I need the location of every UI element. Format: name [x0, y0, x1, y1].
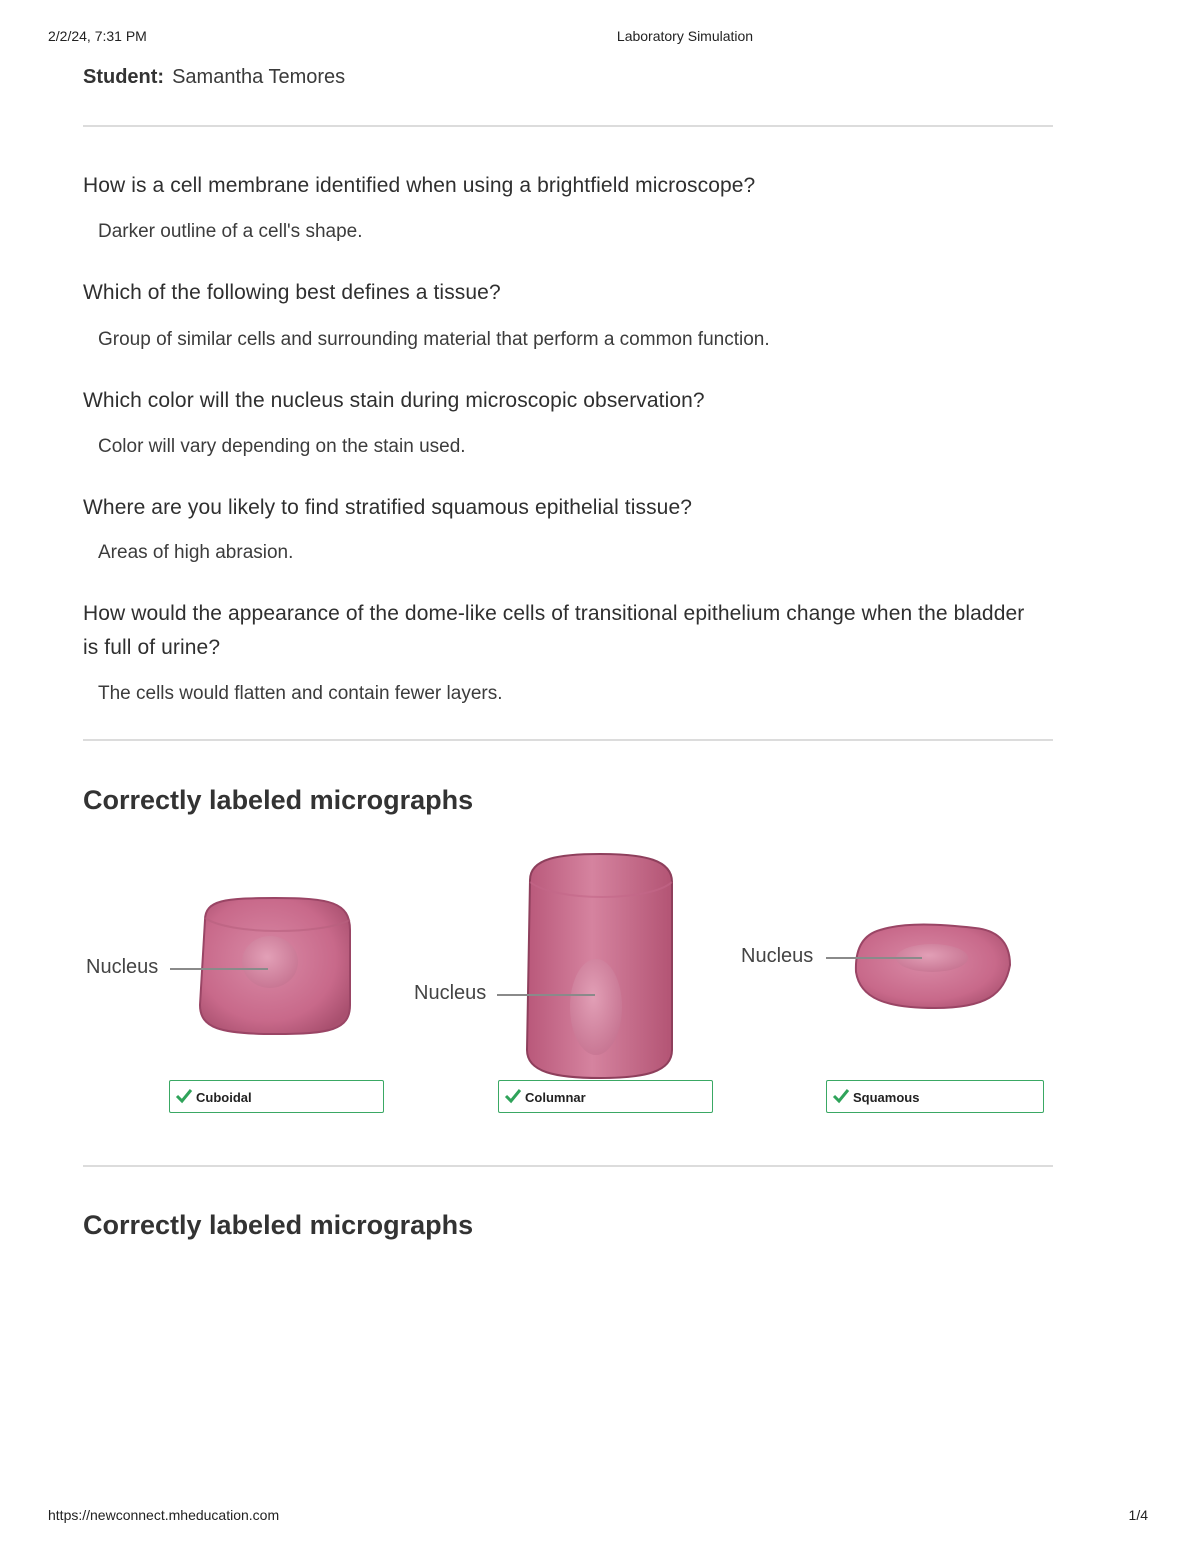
- answer-2: Group of similar cells and surrounding material that perform a common function.: [98, 329, 770, 350]
- print-title: Laboratory Simulation: [616, 28, 754, 44]
- answer-box-squamous[interactable]: [826, 1080, 1044, 1113]
- answer-1: Darker outline of a cell's shape.: [98, 221, 363, 242]
- student-label: Student:: [83, 66, 165, 88]
- question-1: How is a cell membrane identified when using a brightfield microscope?: [83, 174, 756, 197]
- page-number: 1/4: [1128, 1507, 1148, 1523]
- micrograph-figure: [0, 840, 1200, 1130]
- answer-5: The cells would flatten and contain fewer layers.: [98, 683, 503, 704]
- answer-4: Areas of high abrasion.: [98, 542, 294, 563]
- question-3: Which color will the nucleus stain during microscopic observation?: [83, 389, 705, 412]
- student-name: Samantha Temores: [172, 66, 346, 88]
- question-2: Which of the following best defines a tissue?: [83, 281, 501, 304]
- print-footer: [0, 1507, 1200, 1527]
- divider: [83, 739, 1053, 741]
- check-icon: [832, 1087, 850, 1105]
- leader-line: [826, 957, 922, 959]
- print-url: https://newconnect.mheducation.com: [48, 1507, 280, 1523]
- divider: [83, 125, 1053, 127]
- nucleus-label-columnar: Nucleus: [414, 982, 487, 1004]
- section-title: Correctly labeled micrographs: [83, 1210, 474, 1240]
- section-title: Correctly labeled micrographs: [83, 785, 474, 815]
- check-icon: [175, 1087, 193, 1105]
- answer-box-cuboidal[interactable]: [169, 1080, 384, 1113]
- nucleus-label-cuboidal: Nucleus: [86, 956, 159, 978]
- leader-line: [170, 968, 268, 970]
- nucleus: [242, 936, 298, 988]
- question-4: Where are you likely to find stratified squamous epithelial tissue?: [83, 496, 693, 519]
- divider: [83, 1165, 1053, 1167]
- answer-text: Squamous: [853, 1090, 920, 1105]
- answer-text: Cuboidal: [196, 1090, 252, 1105]
- squamous-cell: [856, 925, 1010, 1009]
- check-icon: [504, 1087, 522, 1105]
- question-5: How would the appearance of the dome-like cells of transitional epithelium change when the bladder is full of urine?: [83, 602, 1025, 659]
- columnar-cell: [527, 854, 672, 1078]
- nucleus-label-squamous: Nucleus: [741, 945, 814, 967]
- answer-box-columnar[interactable]: [498, 1080, 713, 1113]
- answer-text: Columnar: [525, 1090, 586, 1105]
- nucleus: [570, 959, 622, 1055]
- cuboidal-cell: [200, 898, 350, 1034]
- student-line: [83, 66, 345, 89]
- print-datetime: 2/2/24, 7:31 PM: [48, 28, 147, 44]
- leader-line: [497, 994, 595, 996]
- answer-3: Color will vary depending on the stain used.: [98, 436, 466, 457]
- print-header: [0, 28, 1200, 48]
